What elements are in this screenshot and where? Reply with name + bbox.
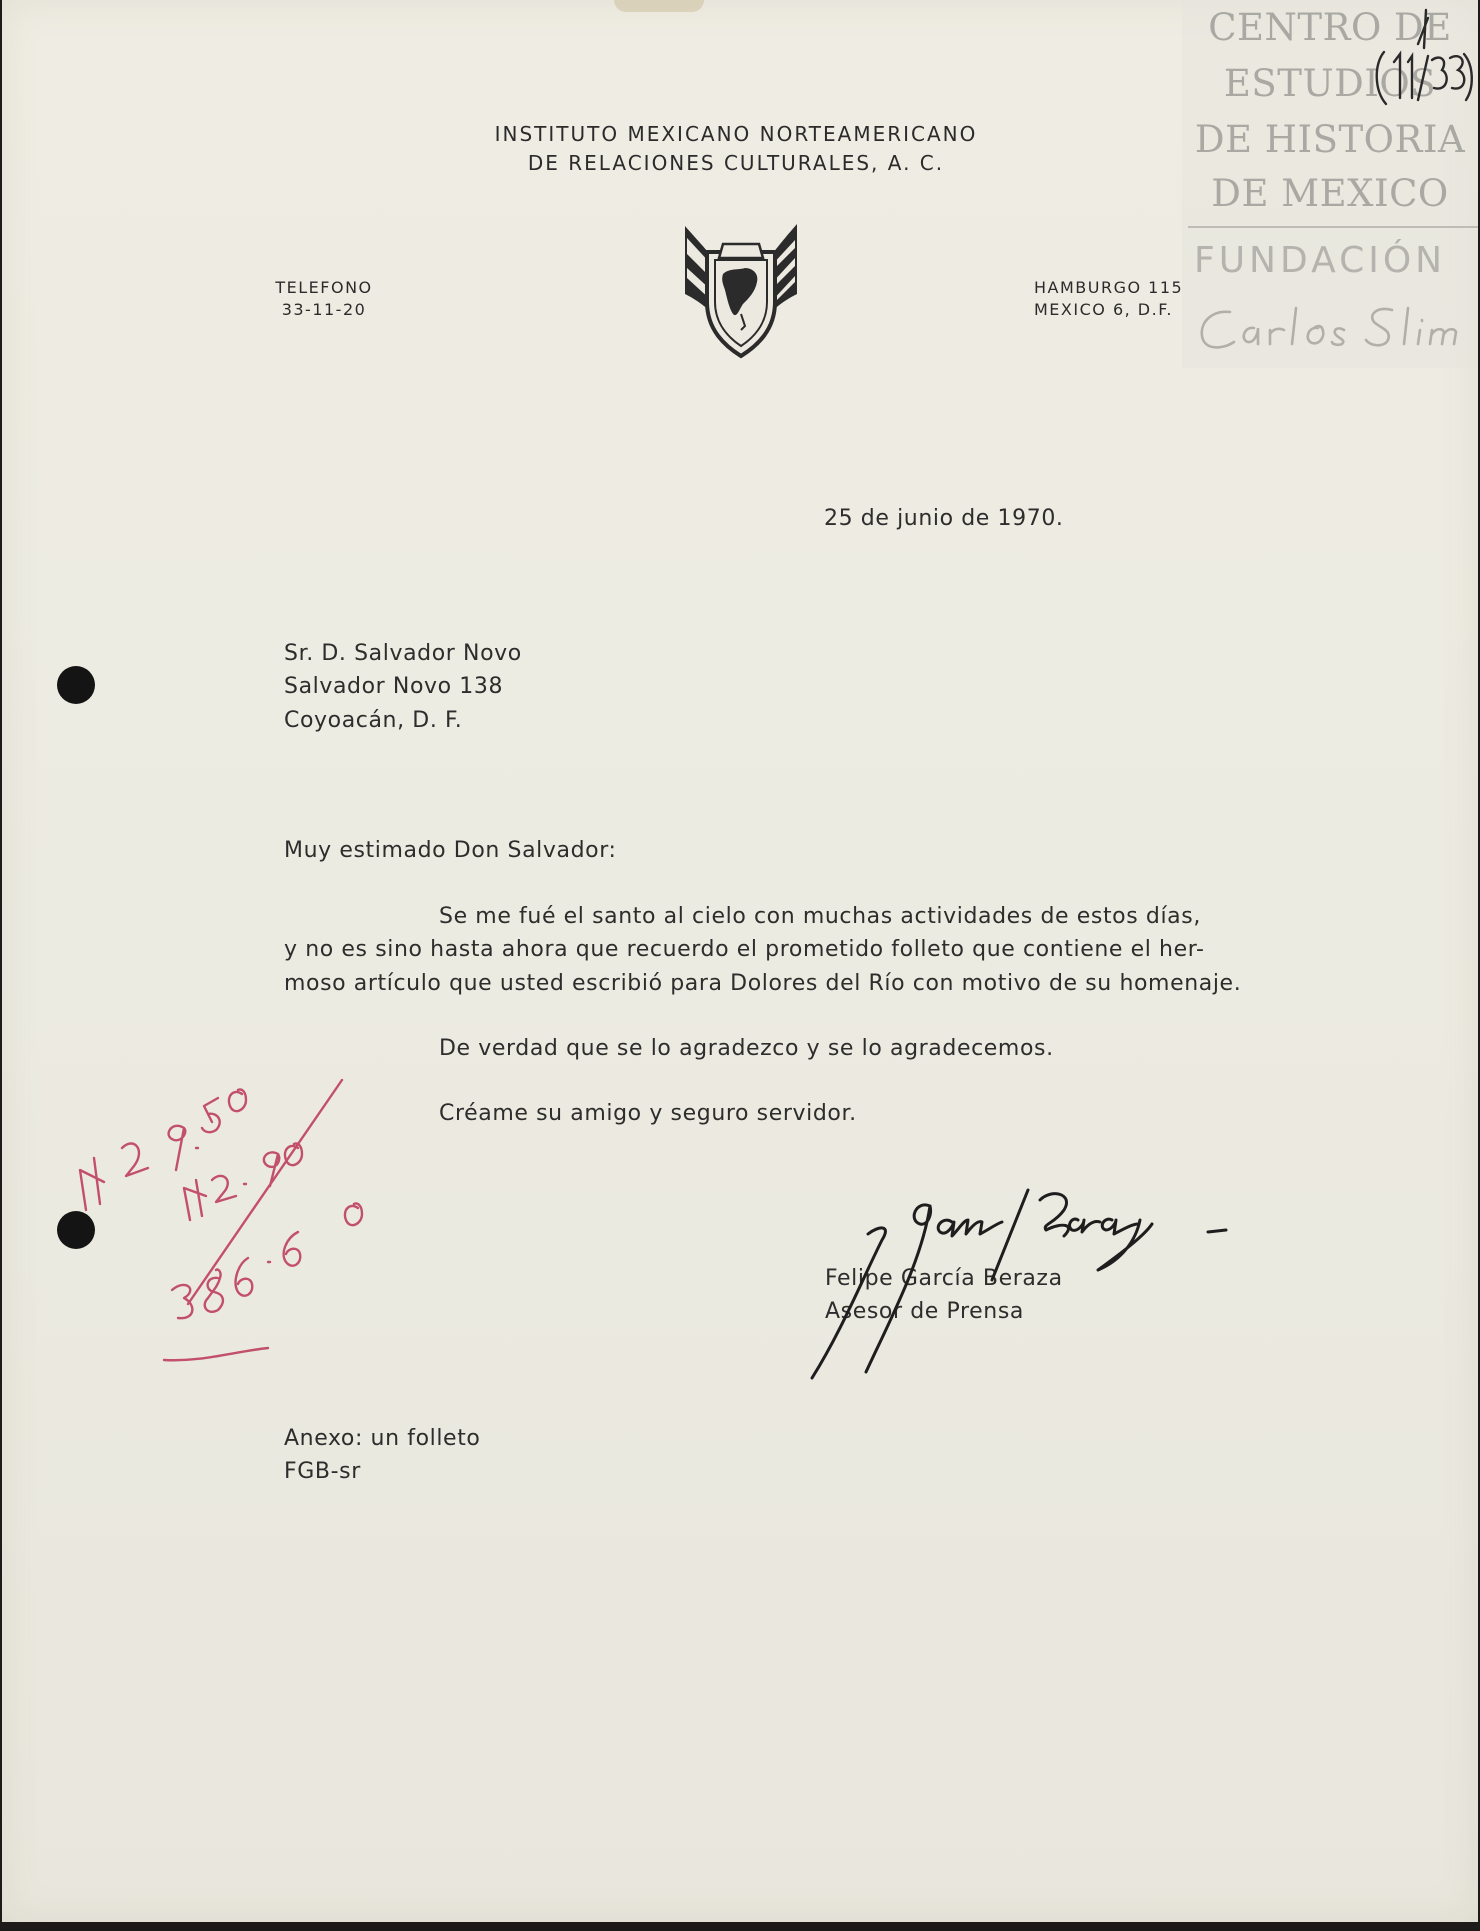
paper-stain bbox=[614, 0, 704, 12]
salutation: Muy estimado Don Salvador: bbox=[284, 838, 617, 863]
archive-stamp-line4: DE MEXICO bbox=[1211, 172, 1449, 215]
signature-icon bbox=[802, 1180, 1362, 1380]
address-line1: HAMBURGO 115 bbox=[1034, 278, 1184, 297]
folio-handwriting-icon bbox=[1364, 4, 1474, 104]
institute-name-line2: DE RELACIONES CULTURALES, A. C. bbox=[527, 151, 945, 175]
archive-stamp-line5: FUNDACIÓN bbox=[1194, 240, 1447, 281]
letter-sheet bbox=[2, 0, 1478, 1922]
signer-title: Asesor de Prensa bbox=[825, 1299, 1024, 1324]
paragraph1-line3: moso artículo que usted escribió para Dolores del Río con motivo de su homenaje. bbox=[284, 971, 1242, 996]
archive-stamp-rule bbox=[1188, 226, 1478, 228]
paragraph1-line2: y no es sino hasta ahora que recuerdo el prometido folleto que contiene el her- bbox=[284, 937, 1205, 962]
address-line2: MEXICO 6, D.F. bbox=[1034, 300, 1173, 319]
institute-name-line1: INSTITUTO MEXICANO NORTEAMERICANO bbox=[494, 122, 978, 146]
address-block bbox=[1034, 277, 1183, 321]
institute-name bbox=[2, 120, 1478, 178]
phone-label: TELEFONO bbox=[275, 278, 373, 297]
reference-initials: FGB-sr bbox=[284, 1459, 361, 1484]
signer-name: Felipe García Beraza bbox=[825, 1266, 1063, 1291]
closing: Créame su amigo y seguro servidor. bbox=[439, 1101, 857, 1126]
recipient-line2: Salvador Novo 138 bbox=[284, 674, 504, 699]
recipient-line1: Sr. D. Salvador Novo bbox=[284, 641, 522, 666]
paragraph2: De verdad que se lo agradezco y se lo agradecemos. bbox=[439, 1036, 1054, 1061]
carlos-slim-wordmark-icon bbox=[1192, 300, 1472, 360]
pencil-arithmetic-note-icon bbox=[72, 1000, 392, 1370]
archive-stamp-line2: ESTUDIOS bbox=[1223, 62, 1437, 105]
archive-stamp-line1: CENTRO DE bbox=[1208, 6, 1452, 49]
flags-shield-emblem-icon bbox=[679, 218, 803, 360]
archive-stamp bbox=[1182, 0, 1478, 368]
phone-block bbox=[264, 277, 384, 321]
enclosure: Anexo: un folleto bbox=[284, 1426, 481, 1451]
recipient-line3: Coyoacán, D. F. bbox=[284, 708, 463, 733]
letter-date: 25 de junio de 1970. bbox=[824, 506, 1064, 531]
binder-hole-top bbox=[57, 666, 95, 704]
paragraph1-line1: Se me fué el santo al cielo con muchas actividades de estos días, bbox=[439, 904, 1201, 929]
phone-number: 33-11-20 bbox=[281, 300, 367, 319]
archive-stamp-line3: DE HISTORIA bbox=[1194, 118, 1466, 161]
